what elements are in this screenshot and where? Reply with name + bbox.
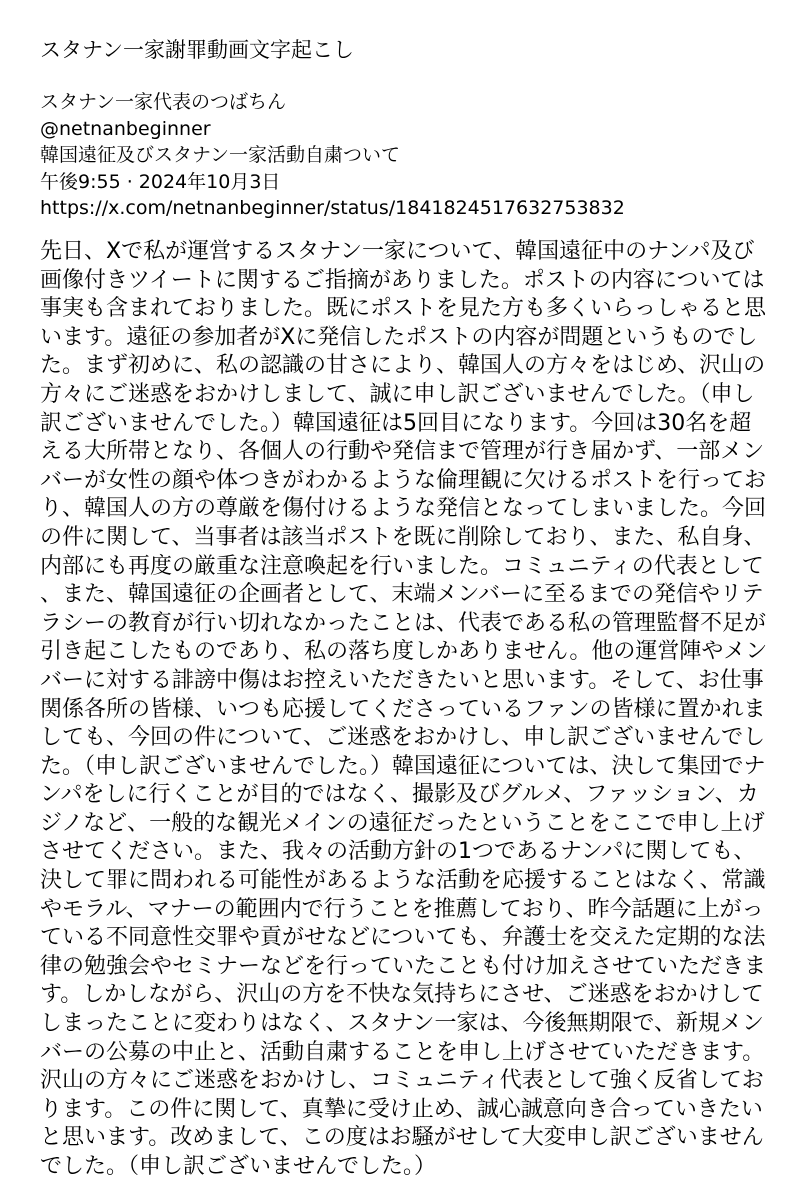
transcript-body: 先日、Xで私が運営するスタナン一家について、韓国遠征中のナンパ及び画像付きツイートに関するご指摘がありました。ポストの内容については事実も含まれておりました。既にポストを見た方も多くいらっしゃると思います。遠征の参加者がXに発信したポストの内容が問題というものでした。まず初めに、私の認識の甘さにより、韓国人の方々をはじめ、沢山の方々にご迷惑をおかけしまして、誠に申し訳ございませんでした。（申し訳ございませんでした。）韓国遠征は5回目になります。今回は30名を超える大所帯となり、各個人の行動や発信まで管理が行き届かず、一部メンバーが女性の顔や体つきがわかるような倫理観に欠けるポストを行っており、韓国人の方の尊厳を傷付けるような発信となってしまいました。今回の件に関して、当事者は該当ポストを既に削除しており、また、私自身、内部にも再度の厳重な注意喚起を行いました。コミュニティの代表として、また、韓国遠征の企画者として、末端メンバーに至るまでの発信やリテラシーの教育が行い切れなかったことは、代表である私の管理監督不足が引き起こしたものであり、私の落ち度しかありません。他の運営陣やメンバーに対する誹謗中傷はお控えいただきたいと思います。そして、お仕事関係各所の皆様、いつも応援してくださっているファンの皆様に置かれましても、今回の件について、ご迷惑をおかけし、申し訳ございませんでした。（申し訳ございませんでした。）韓国遠征については、決して集団でナンパをしに行くことが目的ではなく、撮影及びグルメ、ファッション、カジノなど、一般的な観光メインの遠征だったということをここで申し上げさせてください。また、我々の活動方針の1つであるナンパに関しても、決して罪に問われる可能性があるような活動を応援することはなく、常識やモラル、マナーの範囲内で行うことを推薦しており、昨今話題に上がっている不同意性交罪や貢がせなどについても、弁護士を交えた定期的な法律の勉強会やセミナーなどを行っていたことも付け加えさせていただきます。しかしながら、沢山の方を不快な気持ちにさせ、ご迷惑をおかけしてしまったことに変わりはなく、スタナン一家は、今後無期限で、新規メンバーの公募の中止と、活動自粛することを申し上げさせていただきます。沢山の方々にご迷惑をおかけし、コミュニティ代表として強く反省しております。この件に関して、真摯に受け止め、誠心誠意向き合っていきたいと思います。改めまして、この度はお騒がせして大変申し訳ございませんでした。（申し訳ございませんでした。）: [40, 239, 768, 1179]
author-name: スタナン一家代表のつばちん: [40, 91, 287, 113]
document-title: スタナン一家謝罪動画文字起こし: [40, 38, 354, 62]
post-datetime: 午後9:55 · 2024年10月3日: [40, 170, 281, 193]
author-handle: @netnanbeginner: [40, 117, 211, 140]
post-url: https://x.com/netnanbeginner/status/1841824517632753832: [40, 197, 625, 219]
post-subject: 韓国遠征及びスタナン一家活動自粛ついて: [40, 144, 401, 166]
post-metadata: [40, 89, 760, 222]
